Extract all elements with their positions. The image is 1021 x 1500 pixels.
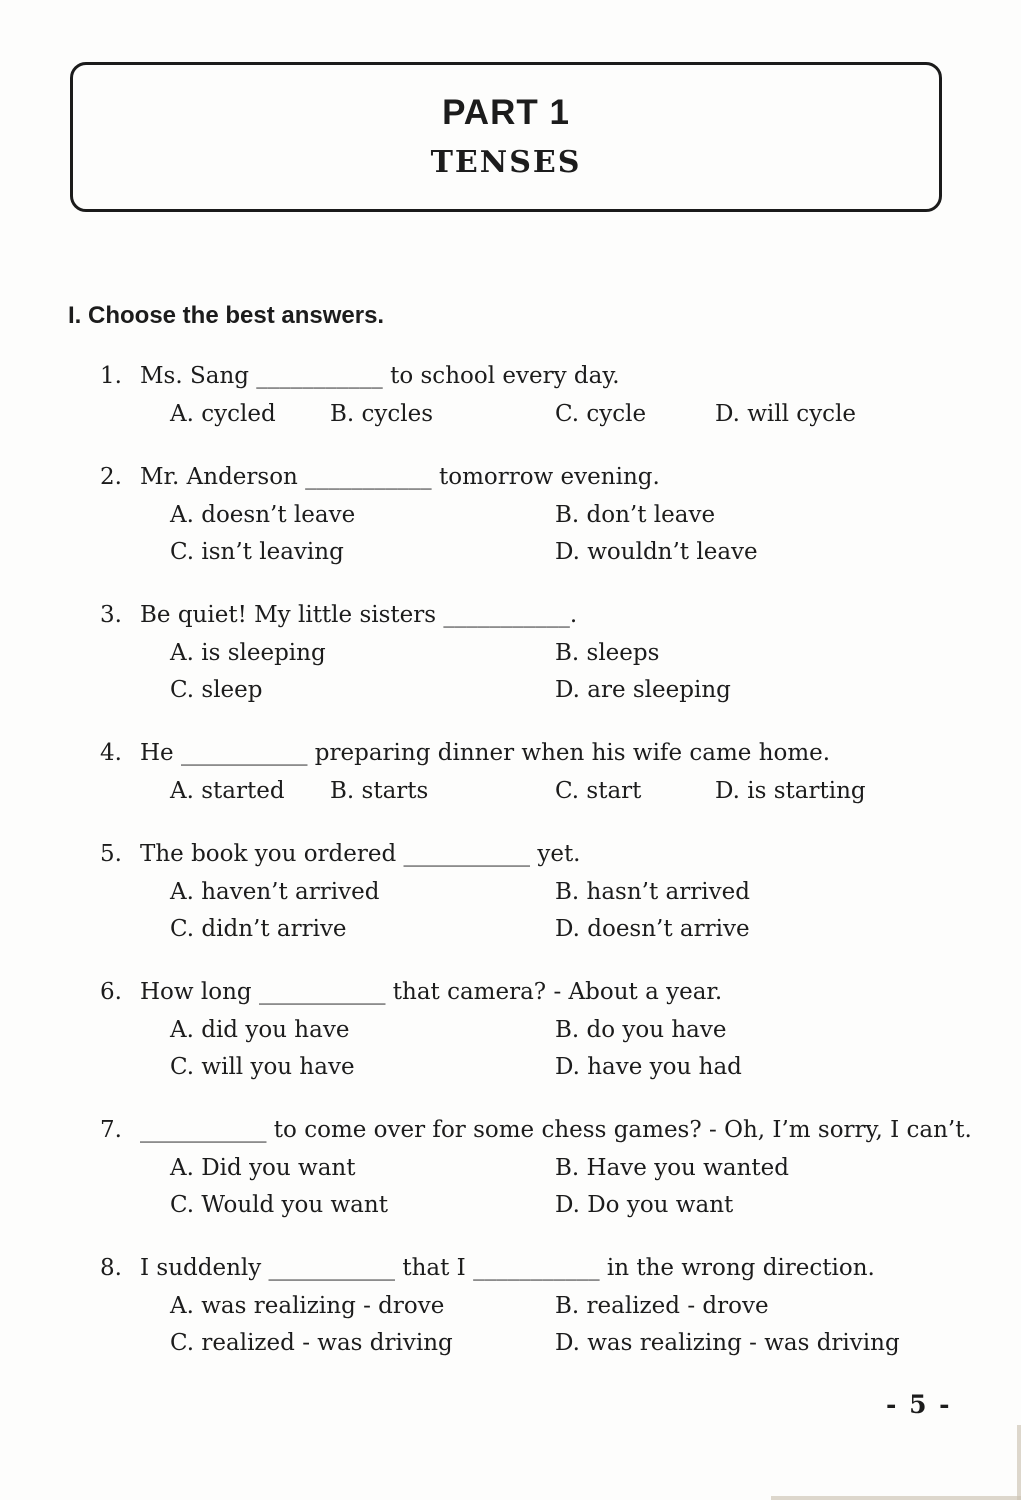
option-d: D. will cycle xyxy=(715,401,857,427)
question-stem xyxy=(100,595,1021,635)
options xyxy=(170,1012,1021,1086)
option-d: D. have you had xyxy=(555,1054,742,1080)
option-b: B. do you have xyxy=(555,1017,727,1043)
option-d: D. are sleeping xyxy=(555,677,731,703)
option-c: C. isn’t leaving xyxy=(170,539,344,565)
option-b: B. cycles xyxy=(330,401,434,427)
option-a: A. Did you want xyxy=(170,1155,356,1181)
question-7 xyxy=(0,1110,1021,1224)
question-number: 6. xyxy=(100,979,122,1005)
question-list xyxy=(0,356,1021,1386)
question-stem xyxy=(100,1110,1021,1150)
option-c: C. will you have xyxy=(170,1054,355,1080)
option-b: B. Have you wanted xyxy=(555,1155,789,1181)
question-stem xyxy=(100,972,1021,1012)
part-header-box xyxy=(70,62,942,212)
option-c: C. didn’t arrive xyxy=(170,916,347,942)
question-number: 2. xyxy=(100,464,122,490)
option-a: A. is sleeping xyxy=(170,640,326,666)
question-text: Ms. Sang ___________ to school every day. xyxy=(140,363,620,389)
part-title: TENSES xyxy=(430,145,582,180)
question-stem xyxy=(100,1248,1021,1288)
scan-edge-artifact xyxy=(1017,1425,1021,1500)
option-a: A. did you have xyxy=(170,1017,350,1043)
option-c: C. start xyxy=(555,778,642,804)
question-text: How long ___________ that camera? - About a year. xyxy=(140,979,723,1005)
option-d: D. Do you want xyxy=(555,1192,734,1218)
question-text: Mr. Anderson ___________ tomorrow evening. xyxy=(140,464,660,490)
question-text: Be quiet! My little sisters ___________. xyxy=(140,602,578,628)
options xyxy=(170,396,1021,433)
question-number: 3. xyxy=(100,602,122,628)
option-c: C. cycle xyxy=(555,401,647,427)
option-a: A. haven’t arrived xyxy=(170,879,380,905)
option-b: B. realized - drove xyxy=(555,1293,769,1319)
option-a: A. was realizing - drove xyxy=(170,1293,445,1319)
question-stem xyxy=(100,457,1021,497)
options xyxy=(170,1150,1021,1224)
question-3 xyxy=(0,595,1021,709)
option-b: B. don’t leave xyxy=(555,502,716,528)
question-4 xyxy=(0,733,1021,810)
option-b: B. sleeps xyxy=(555,640,660,666)
question-5 xyxy=(0,834,1021,948)
question-stem xyxy=(100,834,1021,874)
question-text: I suddenly ___________ that I ___________ in the wrong direction. xyxy=(140,1255,875,1281)
question-number: 1. xyxy=(100,363,122,389)
options xyxy=(170,635,1021,709)
question-6 xyxy=(0,972,1021,1086)
question-8 xyxy=(0,1248,1021,1362)
option-c: C. realized - was driving xyxy=(170,1330,453,1356)
option-d: D. was realizing - was driving xyxy=(555,1330,900,1356)
part-label: PART 1 xyxy=(442,93,570,132)
option-d: D. wouldn’t leave xyxy=(555,539,758,565)
question-text: ___________ to come over for some chess games? - Oh, I’m sorry, I can’t. xyxy=(140,1117,972,1143)
option-d: D. doesn’t arrive xyxy=(555,916,750,942)
question-number: 8. xyxy=(100,1255,122,1281)
options xyxy=(170,497,1021,571)
question-1 xyxy=(0,356,1021,433)
options xyxy=(170,773,1021,810)
question-stem xyxy=(100,356,1021,396)
option-c: C. Would you want xyxy=(170,1192,388,1218)
question-number: 4. xyxy=(100,740,122,766)
scan-edge-artifact xyxy=(771,1496,1021,1500)
option-d: D. is starting xyxy=(715,778,866,804)
question-number: 5. xyxy=(100,841,122,867)
option-a: A. cycled xyxy=(170,401,276,427)
option-a: A. doesn’t leave xyxy=(170,502,356,528)
question-number: 7. xyxy=(100,1117,122,1143)
option-c: C. sleep xyxy=(170,677,263,703)
section-heading: I. Choose the best answers. xyxy=(68,302,385,329)
page-number: - 5 - xyxy=(886,1390,952,1419)
options xyxy=(170,1288,1021,1362)
question-text: He ___________ preparing dinner when his wife came home. xyxy=(140,740,831,766)
question-2 xyxy=(0,457,1021,571)
question-stem xyxy=(100,733,1021,773)
option-b: B. hasn’t arrived xyxy=(555,879,750,905)
option-b: B. starts xyxy=(330,778,429,804)
option-a: A. started xyxy=(170,778,285,804)
options xyxy=(170,874,1021,948)
question-text: The book you ordered ___________ yet. xyxy=(140,841,581,867)
